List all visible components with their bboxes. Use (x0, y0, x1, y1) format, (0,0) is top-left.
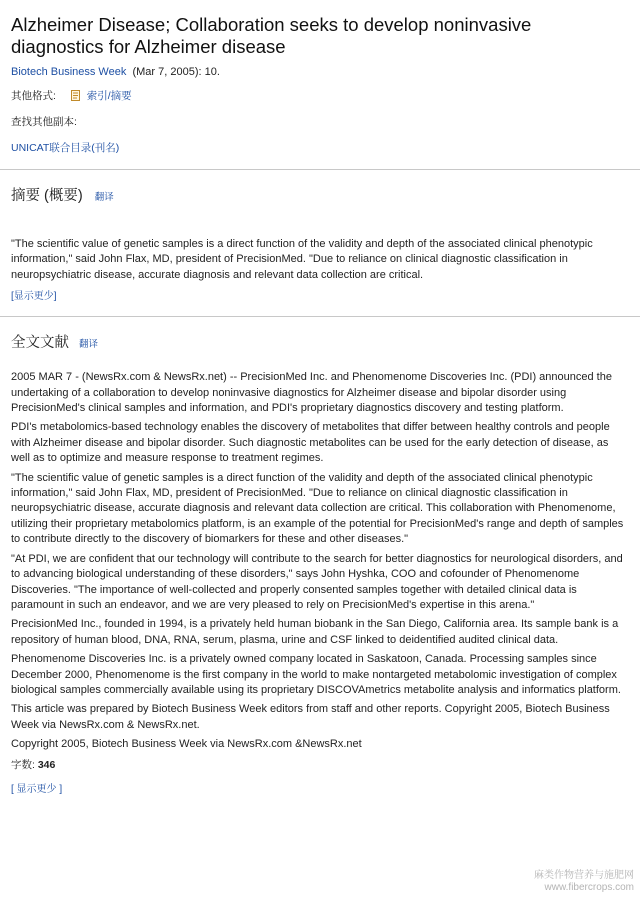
abstract-show-less-link[interactable]: [显示更少] (11, 291, 57, 303)
watermark-url: www.fibercrops.com (544, 882, 634, 893)
fulltext-paragraph: PrecisionMed Inc., founded in 1994, is a privately held human biobank in the San Diego, California area. Its sample bank is a repository of human blood, DNA, RNA, serum, plasma, urine and CSF linked to deidentified audited clinical data. (11, 618, 619, 646)
word-count (11, 757, 628, 772)
watermark-name: 麻类作物营养与施肥网 (534, 870, 634, 881)
fulltext-translate-link[interactable]: 翻译 (79, 339, 99, 351)
other-formats-label: 其他格式: (11, 90, 56, 102)
fulltext-paragraph: "The scientific value of genetic samples is a direct function of the validity and depth of the associated clinical phenotypic information," said John Flax, MD, president of PrecisionMed. "Due to reliance on clinical diagnostic classification in neuropsychiatric disease, accurate diagnosis and relevant data collection are critical. This collaboration with Phenomenome, utilizing their proprietary metabolomics platform, is an example of the potential for PrecisionMed's range and depth of samples to contribute directly to the discovery of biomarkers for these and other diseases." (11, 471, 624, 546)
other-formats-row (11, 88, 628, 103)
citation-text: (Mar 7, 2005): 10. (132, 66, 220, 78)
unicat-catalog-link[interactable]: UNICAT联合目录(刊名) (11, 142, 120, 154)
fulltext-show-less-link[interactable]: [ 显示更少 ] (11, 783, 63, 795)
catalog-row (11, 140, 628, 155)
abstract-text: "The scientific value of genetic samples is a direct function of the validity and depth of the associated clinical phenotypic information," said John Flax, MD, president of PrecisionMed. "Due to reliance on clinical diagnostic classification in neuropsychiatric disease, accurate diagnosis and relevant data collection are critical. (11, 238, 593, 281)
fulltext-paragraph: Phenomenome Discoveries Inc. is a privately owned company located in Saskatoon, Canada. Processing samples since December 2000, Phenomenome is the first company in the world to make nontargeted metabolomic investigation of complex biological samples commercially available using its proprietary DISCOVAmetrics metabolite analysis and informatics platform. (11, 653, 621, 696)
fulltext-heading: 全文文献 (11, 335, 69, 352)
fulltext-heading-row (11, 331, 628, 352)
word-count-label: 字数: (11, 758, 35, 771)
abstract-heading-row (11, 184, 628, 205)
fulltext-paragraph: 2005 MAR 7 - (NewsRx.com & NewsRx.net) -- PrecisionMed Inc. and Phenomenome Discoveries Inc. (PDI) announced the undertaking of a collaboration to develop noninvasive diagnostics for Alzheimer disease and bipolar disorder using PrecisionMed's clinical samples and information, and PDI's proprietary diagnostics discovery and testing platform. (11, 371, 612, 415)
publication-link[interactable]: Biotech Business Week (11, 66, 127, 78)
fulltext-paragraph: This article was prepared by Biotech Business Week editors from staff and other reports. Copyright 2005, Biotech Business Week via NewsRx.com & NewsRx.net. (11, 703, 610, 731)
abstract-heading: 摘要 (概要) (11, 188, 83, 204)
word-count-value: 346 (37, 758, 56, 771)
fulltext-paragraph: Copyright 2005, Biotech Business Week via NewsRx.com &NewsRx.net (11, 738, 362, 751)
fulltext-paragraph: "At PDI, we are confident that our technology will contribute to the search for better diagnostics for neurological disorders, and to advancing biological understanding of these disorders," says John Hyshka, COO and cofounder of Phenomenome Discoveries. "The importance of well-collected and properly consented samples together with detailed clinical data is paramount in such an endeavor, and we are very pleased to rely on PrecisionMed's expertise in this arena." (11, 552, 623, 611)
site-watermark (534, 870, 634, 894)
find-copies-label: 查找其他副本: (11, 116, 77, 128)
abstract-translate-link[interactable]: 翻译 (94, 192, 114, 203)
divider (0, 169, 640, 170)
document-icon[interactable] (71, 90, 81, 101)
source-line (11, 66, 628, 78)
divider (0, 316, 640, 317)
index-abstract-link[interactable]: 索引/摘要 (86, 90, 132, 102)
article-title: Alzheimer Disease; Collaboration seeks to develop noninvasive diagnostics for Alzheimer disease (11, 14, 532, 57)
fulltext-paragraph: PDI's metabolomics-based technology enables the discovery of metabolites that differ between healthy controls and people with Alzheimer disease and bipolar disorder. Such diagnostic metabolites can be used for the early detection of disease, as well as to optimize and measure response to treatment regimes. (11, 421, 610, 465)
